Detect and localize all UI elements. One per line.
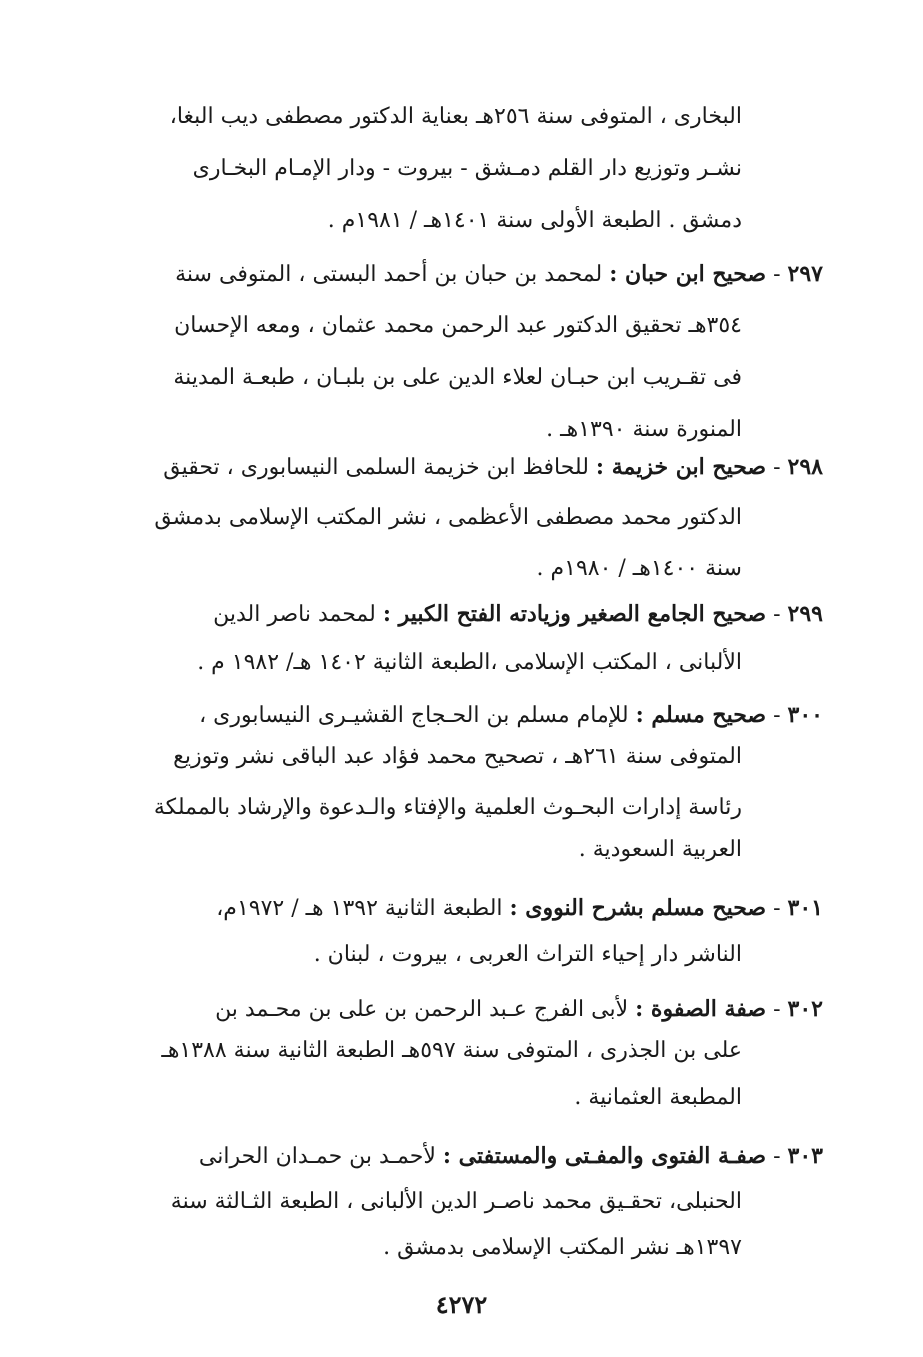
entry-text: لأحمـد بن حمـدان الحرانى bbox=[198, 1144, 436, 1169]
entry-title: صفـة الفتوى والمفـتى والمستفتى : bbox=[442, 1143, 767, 1169]
entry-number: ٢٩٩ bbox=[787, 601, 823, 627]
entry-line: ٣٥٤هـ تحقيق الدكتور عبد الرحمن محمد عثمان ، ومعه الإحسان bbox=[174, 313, 742, 338]
continuation-line: دمشق . الطبعة الأولى سنة ١٤٠١هـ / ١٩٨١م . bbox=[327, 208, 742, 233]
entry-title: صحيح مسلم : bbox=[635, 702, 767, 728]
entry-dash: - bbox=[773, 997, 781, 1022]
entry-number: ٣٠١ bbox=[787, 895, 823, 921]
entry-line: الألبانى ، المكتب الإسلامى ،الطبعة الثانية ١٤٠٢ هـ/ ١٩٨٢ م . bbox=[197, 650, 742, 675]
entry-number: ٢٩٧ bbox=[787, 261, 823, 287]
entry-text: للإمام مسلم بن الحـجاج القشيـرى النيسابورى ، bbox=[199, 703, 629, 728]
entry-number: ٣٠٠ bbox=[787, 702, 823, 728]
entry-number: ٣٠٢ bbox=[787, 996, 823, 1022]
entry-first-line bbox=[199, 699, 823, 732]
entry-number: ٣٠٣ bbox=[787, 1143, 823, 1169]
entry-dash: - bbox=[773, 896, 781, 921]
entry-first-line bbox=[213, 598, 823, 631]
entry-line: المطبعة العثمانية . bbox=[574, 1085, 742, 1110]
entry-line: رئاسة إدارات البحـوث العلمية والإفتاء والـدعوة والإرشاد بالمملكة bbox=[153, 795, 742, 820]
entry-title: صحيح ابن خزيمة : bbox=[595, 454, 767, 480]
entry-dash: - bbox=[773, 455, 781, 480]
page-number: ٤٢٧٢ bbox=[435, 1290, 488, 1319]
entry-line: العربية السعودية . bbox=[578, 837, 742, 862]
continuation-line: نشـر وتوزيع دار القلم دمـشق - بيروت - ودار الإمـام البخـارى bbox=[192, 156, 742, 181]
entry-title: صفة الصفوة : bbox=[635, 996, 767, 1022]
entry-text: لمحمد بن حبان بن أحمد البستى ، المتوفى سنة bbox=[175, 262, 603, 287]
entry-line: سنة ١٤٠٠هـ / ١٩٨٠م . bbox=[536, 556, 742, 581]
entry-dash: - bbox=[773, 703, 781, 728]
entry-line: الحنبلى، تحقـيق محمد ناصـر الدين الألبانى ، الطبعة الثـالثة سنة bbox=[170, 1189, 742, 1214]
entry-first-line bbox=[199, 1140, 823, 1173]
entry-text: لأبى الفرج عـبد الرحمن بن على بن محـمد بن bbox=[215, 997, 629, 1022]
entry-line: الناشر دار إحياء التراث العربى ، بيروت ، لبنان . bbox=[313, 942, 742, 967]
entry-dash: - bbox=[773, 1144, 781, 1169]
entry-first-line bbox=[216, 892, 823, 925]
entry-first-line bbox=[163, 451, 823, 484]
entry-line: المنورة سنة ١٣٩٠هـ . bbox=[546, 417, 742, 442]
entry-line: فى تقـريب ابن حبـان لعلاء الدين على بن بلبـان ، طبعـة المدينة bbox=[173, 365, 742, 390]
entry-line: ١٣٩٧هـ نشر المكتب الإسلامى بدمشق . bbox=[383, 1235, 742, 1260]
continuation-line: البخارى ، المتوفى سنة ٢٥٦هـ بعناية الدكتور مصطفى ديب البغا، bbox=[169, 104, 742, 129]
entry-number: ٢٩٨ bbox=[787, 454, 823, 480]
entry-text: لمحمد ناصر الدين bbox=[213, 602, 376, 627]
entry-line: الدكتور محمد مصطفى الأعظمى ، نشر المكتب الإسلامى بدمشق bbox=[154, 505, 742, 530]
entry-title: صحيح مسلم بشرح النووى : bbox=[509, 895, 767, 921]
entry-first-line bbox=[215, 993, 823, 1026]
entry-first-line bbox=[175, 258, 823, 291]
entry-title: صحيح ابن حبان : bbox=[609, 261, 767, 287]
entry-title: صحيح الجامع الصغير وزيادته الفتح الكبير : bbox=[382, 601, 767, 627]
entry-text: للحافظ ابن خزيمة السلمى النيسابورى ، تحقيق bbox=[163, 455, 589, 480]
entry-dash: - bbox=[773, 602, 781, 627]
entry-line: المتوفى سنة ٢٦١هـ ، تصحيح محمد فؤاد عبد الباقى نشر وتوزيع bbox=[173, 744, 742, 769]
entry-line: على بن الجذرى ، المتوفى سنة ٥٩٧هـ الطبعة الثانية سنة ١٣٨٨هـ bbox=[161, 1038, 742, 1063]
entry-dash: - bbox=[773, 262, 781, 287]
entry-text: الطبعة الثانية ١٣٩٢ هـ / ١٩٧٢م، bbox=[216, 896, 503, 921]
